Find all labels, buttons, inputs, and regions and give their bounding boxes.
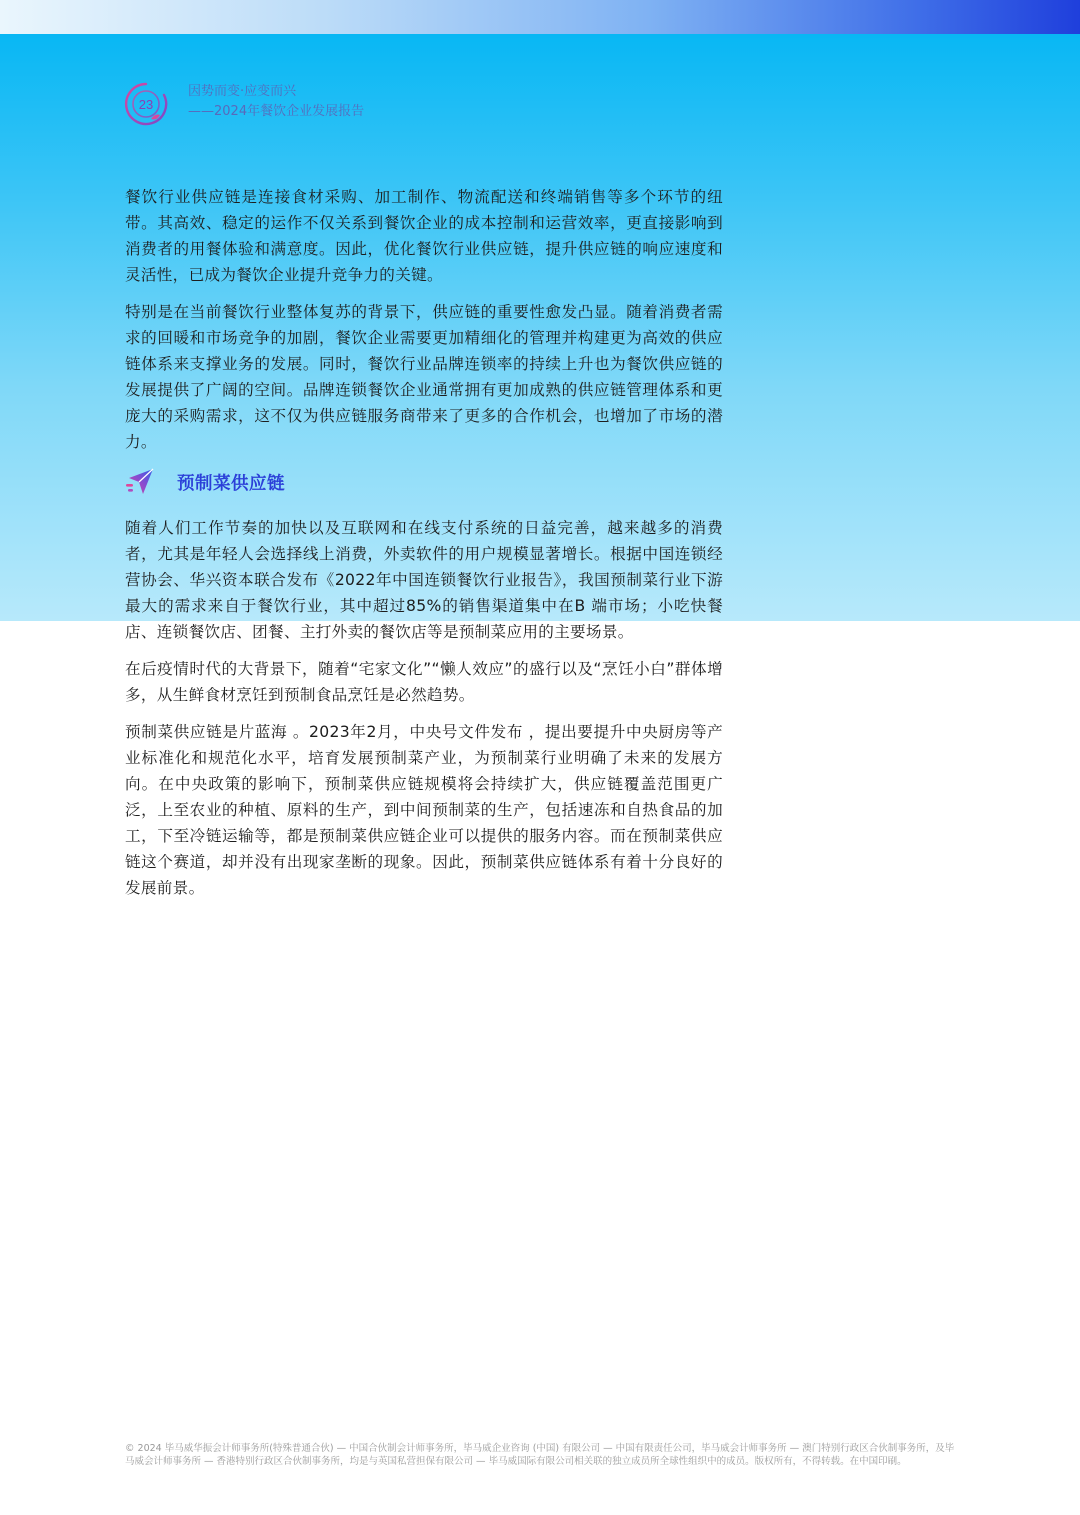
logo-number: 23 bbox=[138, 97, 154, 112]
main-content bbox=[125, 184, 723, 912]
report-header bbox=[188, 82, 364, 122]
section-heading bbox=[125, 466, 723, 498]
top-gradient-strip bbox=[0, 0, 1080, 34]
paper-plane-icon bbox=[125, 467, 155, 497]
header-line2: ——2024年餐饮企业发展报告 bbox=[188, 104, 365, 119]
paragraph-blue-ocean: 预制菜供应链是片蓝海 。2023年2月，中央号文件发布 ，提出要提升中央厨房等产业标准化和规范化水平，培育发展预制菜产业，为预制菜行业明确了未来的发展方向。在中央政策的影响下，预制菜供应链规模将会持续扩大，供应链覆盖范围更广泛，上至农业的种植、原料的生产，到中间预制菜的生产，包括速冻和自热食品的加工，下至冷链运输等，都是预制菜供应链企业可以提供的服务内容。而在预制菜供应链这个赛道，却并没有出现家垄断的现象。因此，预制菜供应链体系有着十分良好的发展前景。 bbox=[125, 723, 723, 897]
paragraph-post-pandemic: 在后疫情时代的大背景下，随着“宅家文化”“懒人效应”的盛行以及“烹饪小白”群体增多，从生鲜食材烹饪到预制食品烹饪是必然趋势。 bbox=[125, 660, 723, 704]
paragraph-supply-chain-intro: 餐饮行业供应链是连接食材采购、加工制作、物流配送和终端销售等多个环节的纽带。其高效、稳定的运作不仅关系到餐饮企业的成本控制和运营效率，更直接影响到消费者的用餐体验和满意度。因此，优化餐饮行业供应链，提升供应链的响应速度和灵活性，已成为餐饮企业提升竞争力的关键。 bbox=[125, 188, 723, 284]
paragraph-recovery-context: 特别是在当前餐饮行业整体复苏的背景下，供应链的重要性愈发凸显。随着消费者需求的回暖和市场竞争的加剧，餐饮企业需要更加精细化的管理并构建更为高效的供应链体系来支撑业务的发展。同时，餐饮行业品牌连锁率的持续上升也为餐饮供应链的发展提供了广阔的空间。品牌连锁餐饮企业通常拥有更加成熟的供应链管理体系和更庞大的采购需求，这不仅为供应链服务商带来了更多的合作机会，也增加了市场的潜力。 bbox=[125, 303, 723, 451]
section-title: 预制菜供应链 bbox=[177, 473, 285, 494]
paragraph-online-consumption: 随着人们工作节奏的加快以及互联网和在线支付系统的日益完善，越来越多的消费者，尤其是年轻人会选择线上消费，外卖软件的用户规模显著增长。根据中国连锁经营协会、华兴资本联合发布《2022年中国连锁餐饮行业报告》，我国预制菜行业下游最大的需求来自于餐饮行业，其中超过85%的销售渠道集中在B 端市场；小吃快餐店、连锁餐饮店、团餐、主打外卖的餐饮店等是预制菜应用的主要场景。 bbox=[125, 519, 723, 641]
number-badge-logo bbox=[123, 81, 169, 127]
copyright-footer: © 2024 毕马威华振会计师事务所(特殊普通合伙) — 中国合伙制会计师事务所，毕马威企业咨询 (中国) 有限公司 — 中国有限责任公司，毕马威会计师事务所 — 澳门特别行政区合伙制事务所，及毕马威会计师事务所 — 香港特别行政区合伙制事务所，均是与英国私营担保有限公司 — 毕马威国际有限公司相关联的独立成员所全球性组织中的成员。版权所有，不得转载。在中国印刷。 bbox=[125, 1443, 955, 1467]
header-line1: 因势而变·应变而兴 bbox=[188, 84, 297, 99]
